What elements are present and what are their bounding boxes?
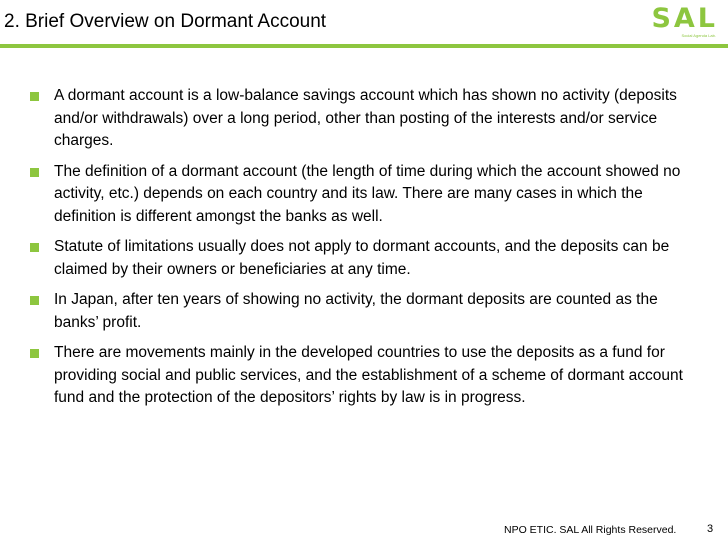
logo-tagline: Social Agenda Lab. — [681, 33, 716, 38]
green-square-bullet-icon — [30, 296, 39, 305]
slide-header — [0, 0, 728, 40]
header-divider — [0, 44, 728, 48]
logo-word: SAL — [651, 3, 718, 34]
green-square-bullet-icon — [30, 243, 39, 252]
bullet-item — [30, 85, 700, 153]
bullet-item — [30, 289, 700, 334]
bullet-item — [30, 236, 700, 281]
bullet-list — [30, 85, 700, 418]
page-number: 3 — [707, 523, 714, 535]
bullet-text: There are movements mainly in the developed countries to use the deposits as a fund for providing social and public services, and the establishment of a scheme of dormant account fund and the protection of the depositors’ rights by law is in progress. — [54, 344, 683, 406]
bullet-item — [30, 342, 700, 410]
green-square-bullet-icon — [30, 349, 39, 358]
footer-copyright: NPO ETIC. SAL All Rights Reserved. — [504, 524, 677, 536]
bullet-text: The definition of a dormant account (the length of time during which the account showed no activity, etc.) depends on each country and its law. There are many cases in which the definition is different amongst the banks as well. — [54, 162, 681, 225]
bullet-text: A dormant account is a low-balance savings account which has shown no activity (deposits and/or withdrawals) over a long period, other than posting of the interests and/or service charges. — [54, 87, 677, 149]
sal-logo — [638, 4, 718, 40]
bullet-text: Statute of limitations usually does not apply to dormant accounts, and the deposits can be claimed by their owners or beneficiaries at any time. — [54, 238, 670, 278]
green-square-bullet-icon — [30, 168, 39, 177]
bullet-item — [30, 161, 700, 229]
slide-title: 2. Brief Overview on Dormant Account — [4, 11, 327, 32]
bullet-text: In Japan, after ten years of showing no activity, the dormant deposits are counted as the banks’ profit. — [54, 291, 658, 331]
green-square-bullet-icon — [30, 92, 39, 101]
